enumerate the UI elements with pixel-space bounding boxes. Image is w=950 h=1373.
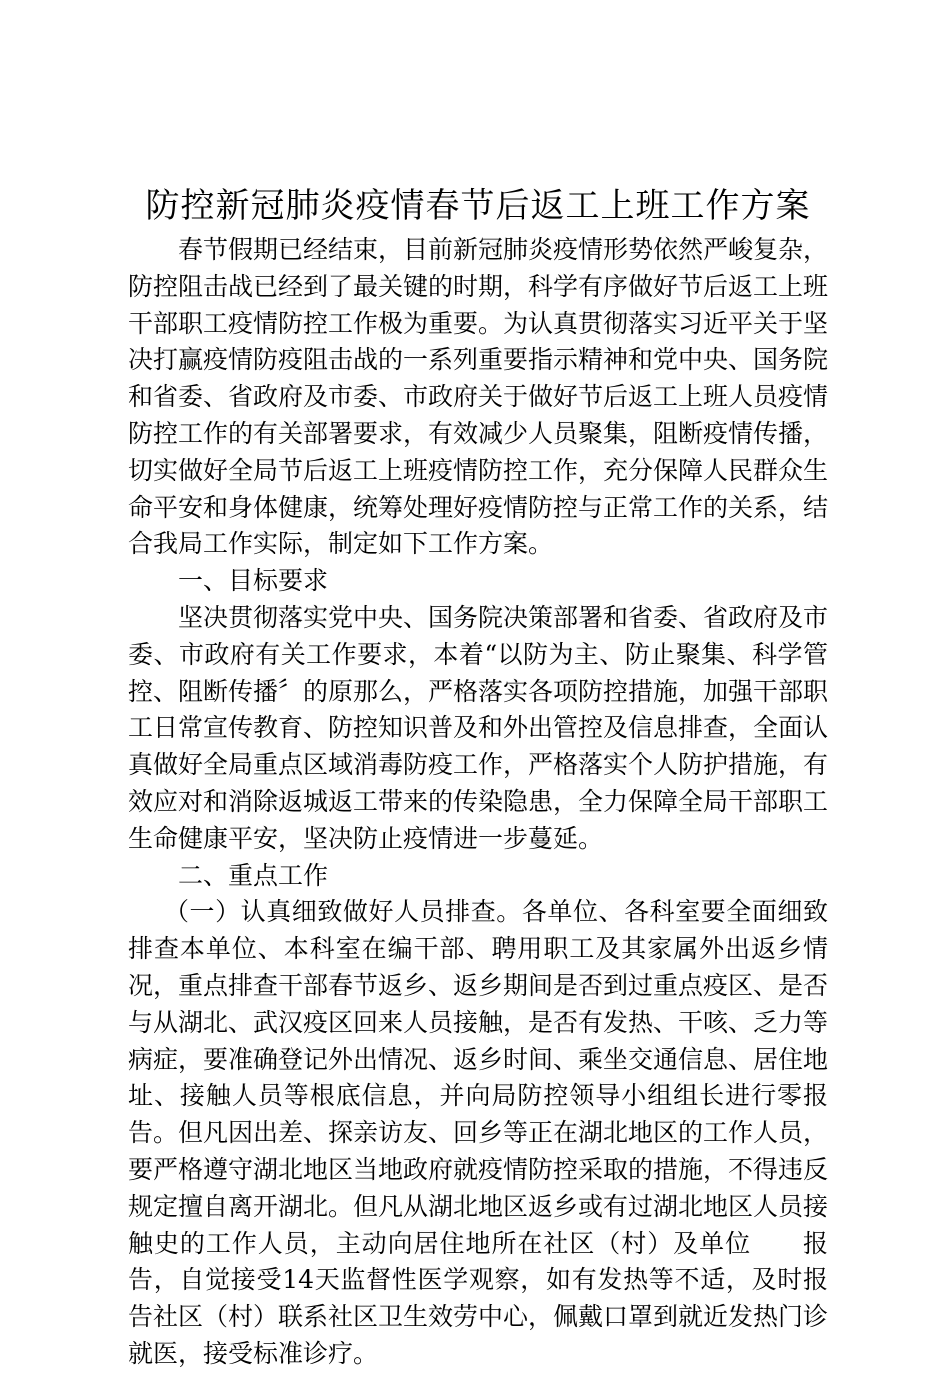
goals-paragraph: 坚决贯彻落实党中央、国务院决策部署和省委、省政府及市委、市政府有关工作要求，本着“以防为主、防止聚集、科学管控、阻断传播〞的原那么，严格落实各项防控措施，加强干部职工日常宣传教育、防控知识普及和外出管控及信息排查，全面认真做好全局重点区域消毒防疫工作，严格落实个人防护措施，有效应对和消除返城返工带来的传染隐患，全力保障全局干部职工生命健康平安，坚决防止疫情进一步蔓延。	[128, 602, 829, 853]
section-heading-goals: 一、目标要求	[178, 566, 329, 596]
document-body	[128, 232, 828, 1373]
section-heading-key-work: 二、重点工作	[178, 860, 329, 890]
key-work-paragraph: （一）认真细致做好人员排查。各单位、各科室要全面细致排查本单位、本科室在编干部、聘用职工及其家属外出返乡情况，重点排查干部春节返乡、返乡期间是否到过重点疫区、是否与从湖北、武汉疫区回来人员接触，是否有发热、干咳、乏力等病症，要准确登记外出情况、返乡时间、乘坐交通信息、居住地址、接触人员等根底信息，并向局防控领导小组组长进行零报告。但凡因出差、探亲访友、回乡等正在湖北地区的工作人员，要严格遵守湖北地区当地政府就疫情防控采取的措施，不得违反规定擅自离开湖北。但凡从湖北地区返乡或有过湖北地区人员接触史的工作人员，主动向居住地所在社区（村）及单位 报告，自觉接受14天监督性医学观察，如有发热等不适，及时报告社区（村）联系社区卫生效劳中心，佩戴口罩到就近发热门诊就医，接受标准诊疗。	[128, 897, 829, 1368]
intro-paragraph: 春节假期已经结束，目前新冠肺炎疫情形势依然严峻复杂，防控阻击战已经到了最关键的时期，科学有序做好节后返工上班干部职工疫情防控工作极为重要。为认真贯彻落实习近平关于坚决打赢疫情防疫阻击战的一系列重要指示精神和党中央、国务院和省委、省政府及市委、市政府关于做好节后返工上班人员疫情防控工作的有关部署要求，有效减少人员聚集，阻断疫情传播，切实做好全局节后返工上班疫情防控工作，充分保障人民群众生命平安和身体健康，统筹处理好疫情防控与正常工作的关系，结合我局工作实际，制定如下工作方案。	[128, 235, 829, 559]
document-title: 防控新冠肺炎疫情春节后返工上班工作方案	[145, 186, 811, 226]
